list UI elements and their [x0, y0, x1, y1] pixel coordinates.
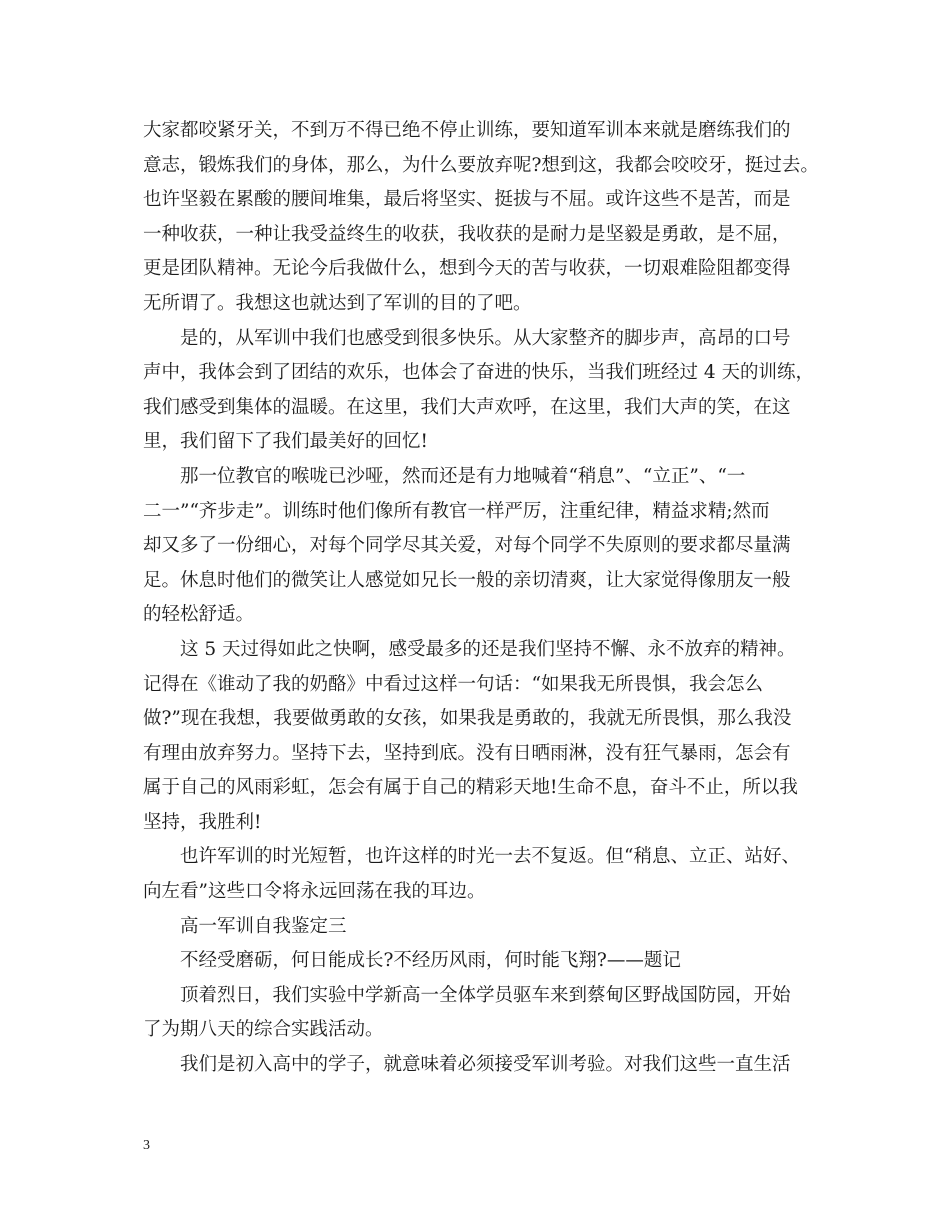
text-line: 也许军训的时光短暂，也许这样的时光一去不复返。但“稍息、立正、站好、 [180, 846, 800, 868]
text-line: 顶着烈日，我们实验中学新高一全体学员驱车来到蔡甸区野战国防园，开始 [180, 984, 791, 1006]
text-line: 声中，我体会到了团结的欢乐，也体会了奋进的快乐，当我们班经过 4 天的训练， [143, 362, 815, 384]
text-line: 足。休息时他们的微笑让人感觉如兄长一般的亲切清爽，让大家觉得像朋友一般 [143, 569, 791, 591]
text-line: 无所谓了。我想这也就达到了军训的目的了吧。 [143, 292, 532, 314]
text-line: 向左看”这些口令将永远回荡在我的耳边。 [143, 881, 486, 903]
document-body [143, 114, 819, 1083]
text-line: 了为期八天的综合实践活动。 [143, 1019, 384, 1041]
text-line: 大家都咬紧牙关，不到万不得已绝不停止训练，要知道军训本来就是磨练我们的 [143, 120, 791, 141]
text-line: 这 5 天过得如此之快啊，感受最多的还是我们坚持不懈、永不放弃的精神。 [180, 638, 796, 660]
text-line: 那一位教官的喉咙已沙哑，然而还是有力地喊着“稍息”、“立正”、“一 [180, 465, 746, 487]
text-line: 二一”“齐步走”。训练时他们像所有教官一样严厉，注重纪律，精益求精;然而 [143, 500, 770, 522]
text-line: 的轻松舒适。 [143, 604, 255, 626]
text-line: 记得在《谁动了我的奶酪》中看过这样一句话：“如果我无所畏惧，我会怎么 [143, 673, 763, 695]
page-number: 3 [143, 1138, 150, 1153]
text-line: 不经受磨砺，何日能成长?不经历风雨，何时能飞翔?——题记 [180, 950, 681, 972]
text-line: 我们是初入高中的学子，就意味着必须接受军训考验。对我们这些一直生活 [180, 1054, 791, 1076]
text-line: 意志，锻炼我们的身体，那么，为什么要放弃呢?想到这，我都会咬咬牙，挺过去。 [143, 154, 819, 176]
text-line: 坚持，我胜利! [143, 811, 262, 833]
text-line: 有理由放弃努力。坚持下去，坚持到底。没有日晒雨淋，没有狂气暴雨，怎会有 [143, 742, 791, 764]
text-line: 里，我们留下了我们最美好的回忆! [143, 431, 428, 453]
text-line: 高一军训自我鉴定三 [180, 915, 347, 937]
text-line: 做?”现在我想，我要做勇敢的女孩，如果我是勇敢的，我就无所畏惧，那么我没 [143, 708, 792, 730]
text-line: 属于自己的风雨彩虹，怎会有属于自己的精彩天地!生命不息，奋斗不止，所以我 [143, 777, 798, 799]
text-line: 却又多了一份细心，对每个同学尽其关爱，对每个同学不失原则的要求都尽量满 [143, 535, 791, 557]
text-line: 一种收获，一种让我受益终生的收获，我收获的是耐力是坚毅是勇敢，是不屈， [143, 223, 791, 245]
text-line: 是的，从军训中我们也感受到很多快乐。从大家整齐的脚步声，高昂的口号 [180, 327, 791, 349]
text-line: 也许坚毅在累酸的腰间堆集，最后将坚实、挺拔与不屈。或许这些不是苦，而是 [143, 189, 791, 211]
text-line: 我们感受到集体的温暖。在这里，我们大声欢呼，在这里，我们大声的笑，在这 [143, 396, 791, 418]
text-line: 更是团队精神。无论今后我做什么，想到今天的苦与收获，一切艰难险阻都变得 [143, 258, 791, 280]
